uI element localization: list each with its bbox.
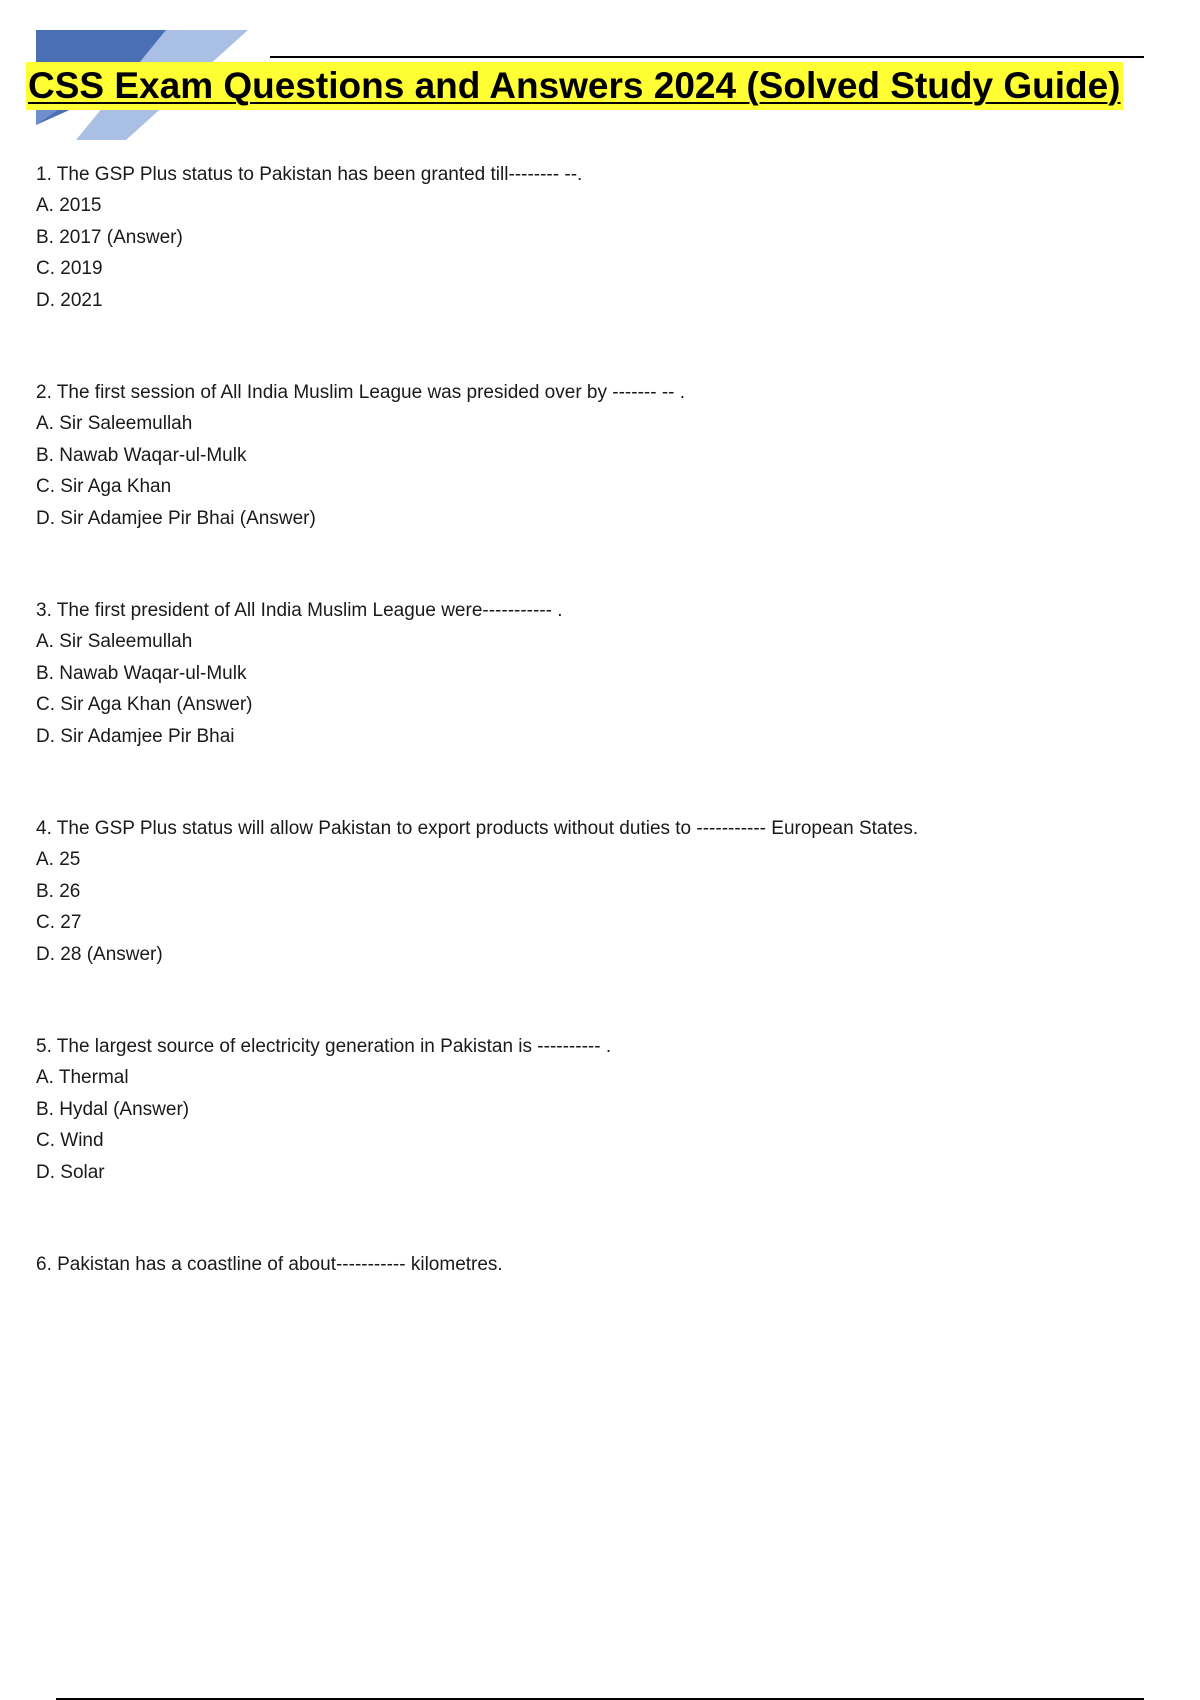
question-text: 6. Pakistan has a coastline of about----------- kilometres. (36, 1254, 503, 1275)
question-text: 2. The first session of All India Muslim League was presided over by ------- -- . (36, 382, 686, 403)
option-d: D. 2021 (36, 289, 103, 311)
option-c: C. Sir Aga Khan (Answer) (36, 694, 253, 715)
question-text: 4. The GSP Plus status will allow Pakistan to export products without duties to ----------- European States. (36, 818, 919, 839)
option-d: D. Sir Adamjee Pir Bhai (36, 725, 235, 747)
option-a: A. 2015 (36, 195, 102, 216)
question-3 (36, 596, 1136, 814)
option-a: A. 25 (36, 849, 81, 870)
question-2 (36, 378, 1136, 596)
question-text: 1. The GSP Plus status to Pakistan has been granted till-------- --. (36, 164, 583, 185)
option-list (36, 626, 1136, 752)
option-list (36, 844, 1136, 970)
question-4 (36, 814, 1136, 1032)
option-b: B. 2017 (Answer) (36, 226, 183, 248)
option-a: A. Sir Saleemullah (36, 413, 193, 434)
document-title: CSS Exam Questions and Answers 2024 (Solved Study Guide) (26, 62, 1123, 110)
option-a: A. Thermal (36, 1067, 129, 1088)
option-list (36, 1062, 1136, 1188)
option-b: B. Nawab Waqar-ul-Mulk (36, 662, 247, 684)
option-c: C. 2019 (36, 258, 103, 279)
option-list (36, 190, 1136, 316)
option-b: B. 26 (36, 880, 81, 902)
option-d: D. Sir Adamjee Pir Bhai (Answer) (36, 507, 316, 529)
question-6 (36, 1250, 1136, 1468)
option-list (36, 408, 1136, 534)
header-rule (270, 56, 1144, 58)
option-b: B. Hydal (Answer) (36, 1098, 190, 1120)
option-a: A. Sir Saleemullah (36, 631, 193, 652)
option-c: C. Wind (36, 1130, 104, 1151)
option-d: D. Solar (36, 1161, 105, 1183)
question-text: 5. The largest source of electricity generation in Pakistan is ---------- . (36, 1036, 612, 1057)
option-b: B. Nawab Waqar-ul-Mulk (36, 444, 247, 466)
option-c: C. 27 (36, 912, 82, 933)
question-5 (36, 1032, 1136, 1250)
option-d: D. 28 (Answer) (36, 943, 163, 965)
questions-list (36, 160, 1136, 1468)
option-c: C. Sir Aga Khan (36, 476, 172, 497)
question-1 (36, 160, 1136, 378)
question-text: 3. The first president of All India Muslim League were----------- . (36, 600, 563, 621)
